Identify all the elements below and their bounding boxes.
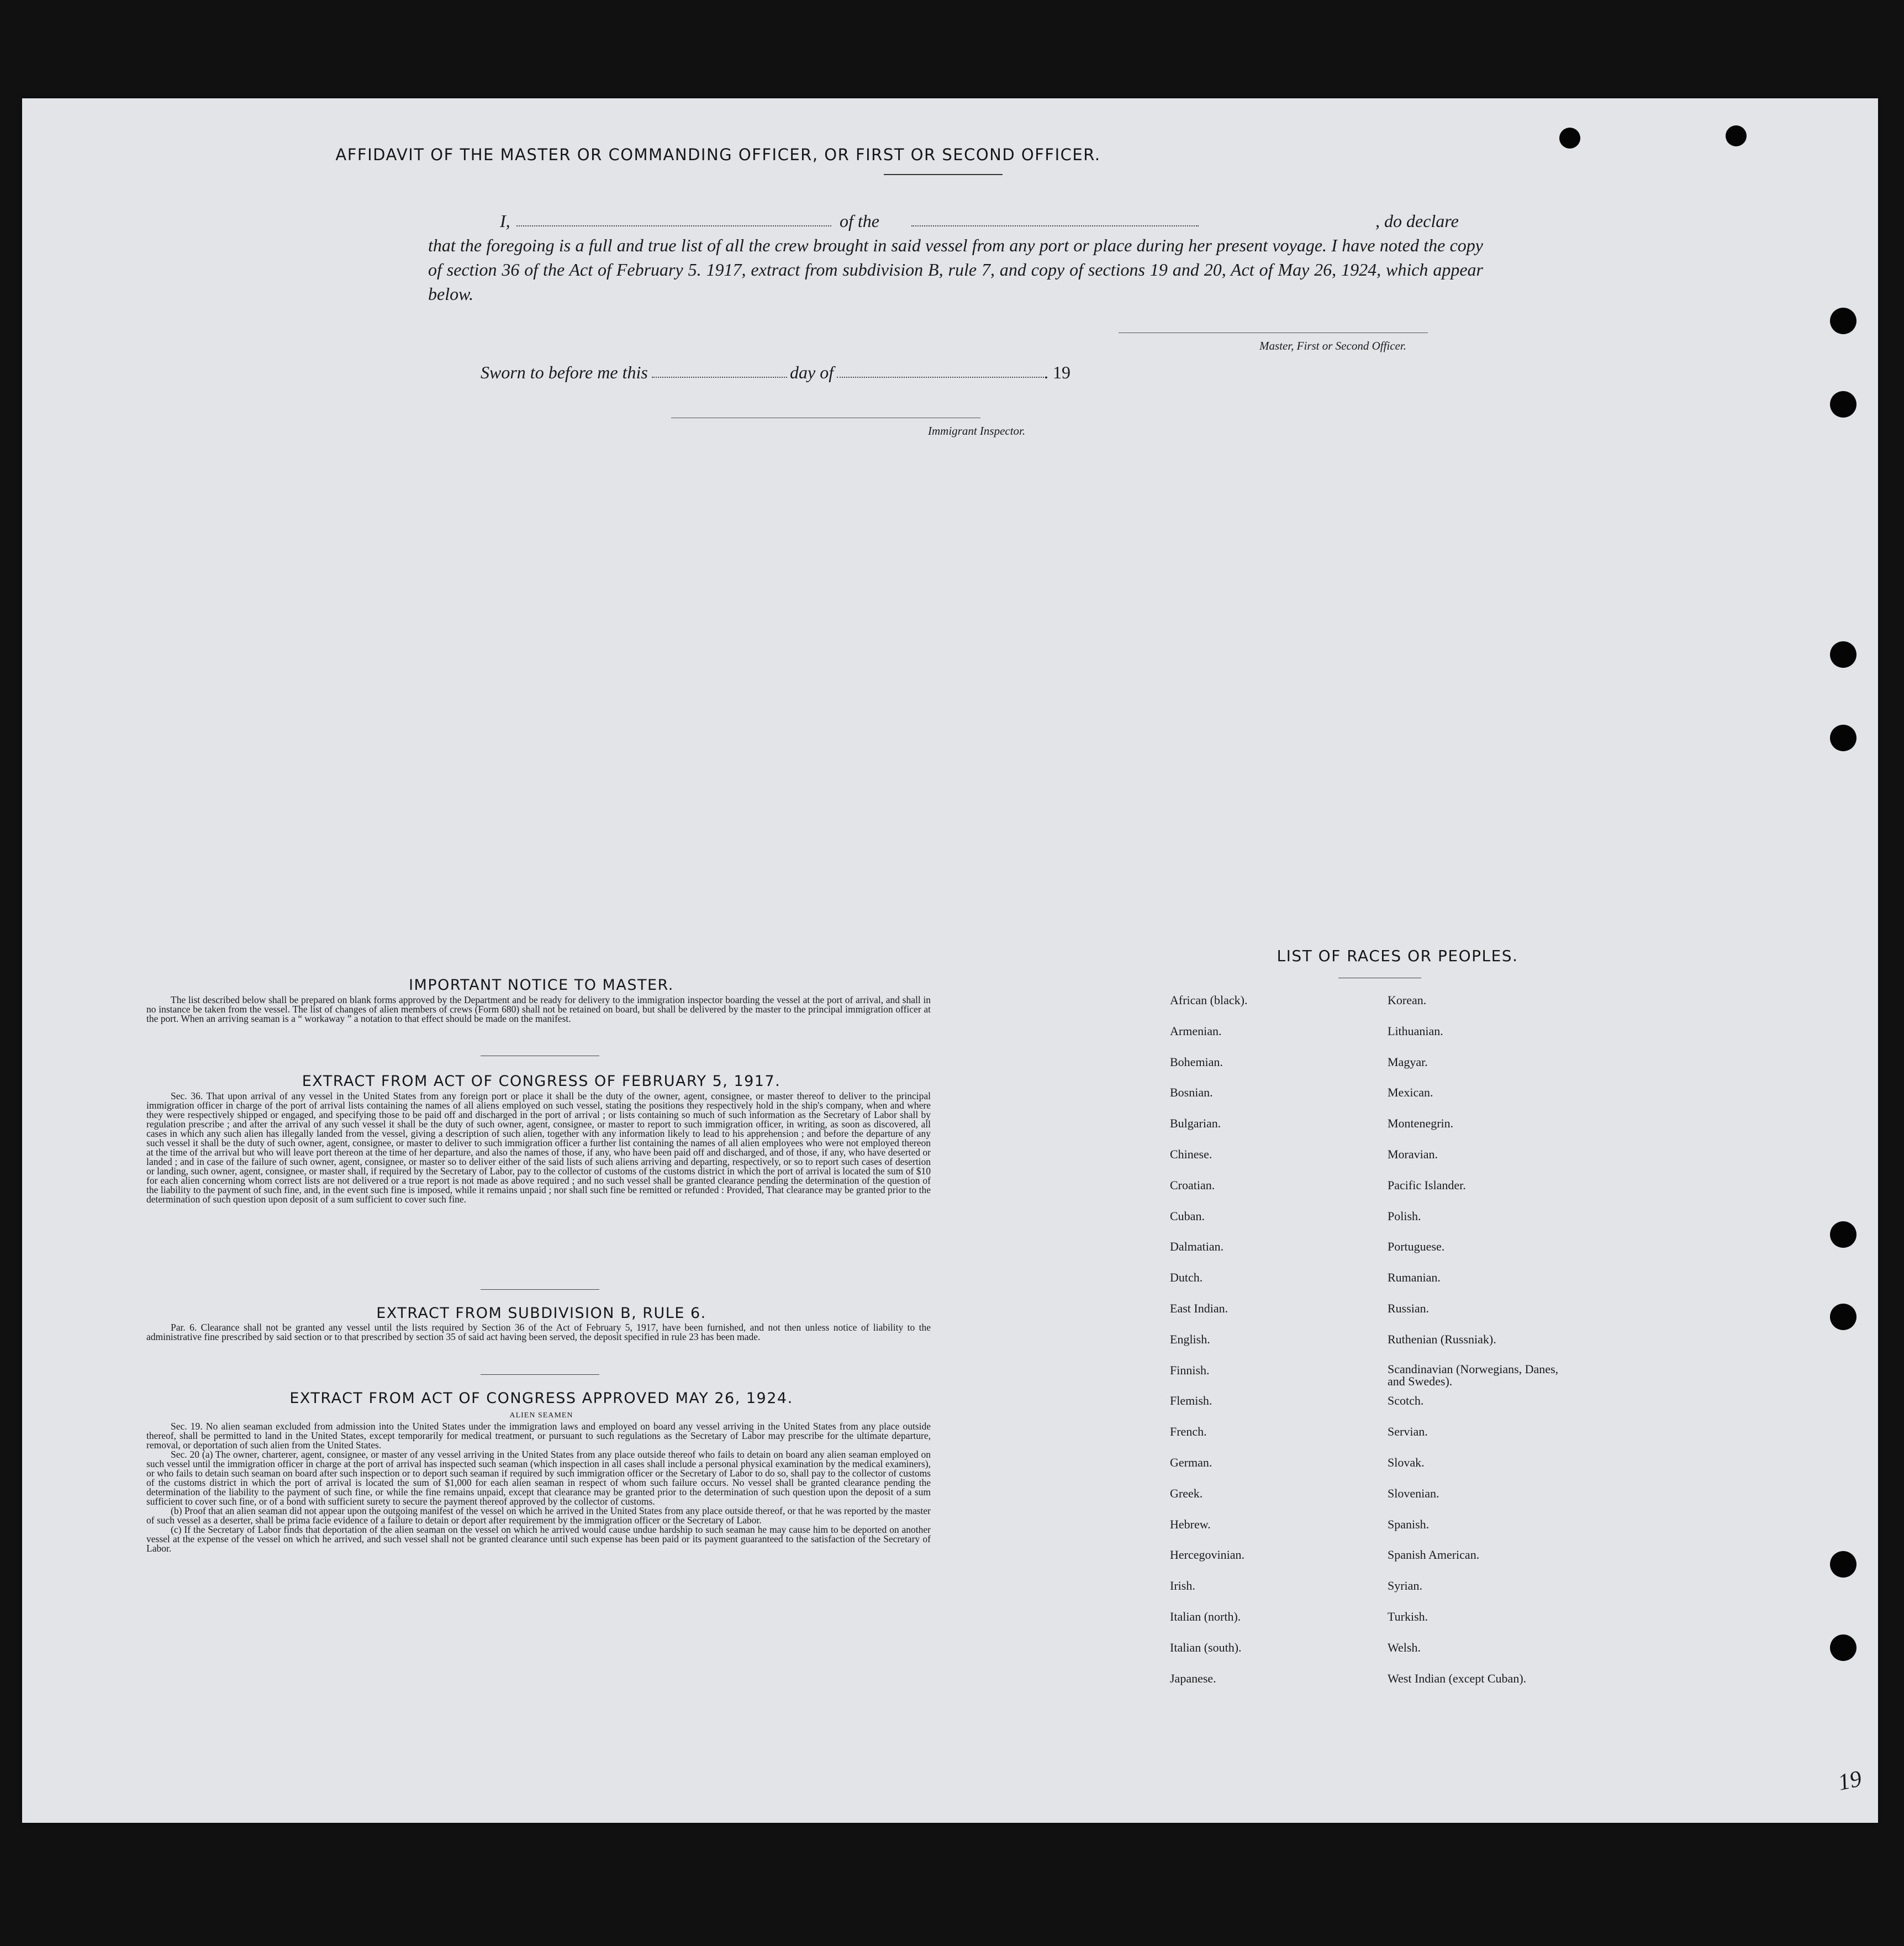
race-item: English. [1170,1332,1210,1346]
race-item: African (black). [1170,993,1248,1007]
affidavit-title-rule [884,174,1003,175]
race-item: Servian. [1388,1425,1428,1439]
race-item: French. [1170,1425,1207,1439]
race-item: Bohemian. [1170,1054,1223,1069]
race-item: Russian. [1388,1301,1430,1315]
race-item: Armenian. [1170,1024,1222,1038]
race-item: Dutch. [1170,1270,1203,1285]
rule-6-text: Par. 6. Clearance shall not be granted any vessel until the lists required by Section 36 of the Act of February 5, 1917, have been furnished, and not then unless notice of liability to the administrative fine prescribed by said section or to that prescribed by section 35 of said act having been served, the deposit specified in rule 23 has been made. [146,1322,931,1342]
race-item: Bosnian. [1170,1085,1213,1100]
race-item: East Indian. [1170,1301,1228,1315]
race-item: Mexican. [1388,1085,1433,1100]
sworn-line [481,360,1143,386]
rule-6-title: EXTRACT FROM SUBDIVISION B, RULE 6. [376,1305,706,1322]
punch-hole [1830,391,1856,418]
divider-3 [481,1374,599,1375]
race-item: Scotch. [1388,1394,1424,1408]
sec-20c: (c) If the Secretary of Labor finds that deportation of the alien seaman on the vessel on which he arrived would cause undue hardship to such seaman he may cause him to be deported on another vessel at the expense of the vessel on which he arrived, and such vessel shall not be granted clearance until such expense has been paid or its payment guaranteed to the satisfaction of the Secretary of Labor. [146,1524,931,1554]
declaration-body: that the foregoing is a full and true list of all the crew brought in said vessel from any port or place during her present voyage. I have noted the copy of section 36 of the Act of February 5. 1917, extract from subdivision B, rule 7, and copy of sections 19 and 20, Act of May 26, 1924, which appear below. [428,235,1483,304]
race-item: West Indian (except Cuban). [1388,1671,1527,1685]
punch-hole [1830,1634,1856,1661]
race-item: Greek. [1170,1486,1203,1500]
race-item: Syrian. [1388,1579,1422,1593]
of-the-word: of the [840,211,879,231]
race-item: Slovenian. [1388,1486,1439,1500]
race-item: Italian (south). [1170,1640,1242,1654]
notice-text: The list described below shall be prepared on blank forms approved by the Department and be ready for delivery to the immigration inspector boarding the vessel at the port of arrival, and shall in no instance be taken from the vessel. The list of changes of alien members of crews (Form 680) shall not be retained on board, but shall be delivered by the master to the principal immigration officer at the port. When an arriving seaman is a “ workaway ” a notation to that effect should be made on the manifest. [146,994,931,1024]
race-item: Hebrew. [1170,1517,1211,1531]
race-item: Finnish. [1170,1363,1210,1377]
inspector-label: Immigrant Inspector. [928,424,1026,437]
race-item: Japanese. [1170,1671,1216,1685]
i-word: I, [500,211,510,231]
race-item: Korean. [1388,993,1427,1007]
punch-hole [1830,641,1856,668]
race-item: Scandinavian (Norwegians, Danes, and Swedes). [1388,1362,1559,1388]
vessel-field[interactable] [911,225,1199,226]
sec-19: Sec. 19. No alien seaman excluded from admission into the United States under the immigration laws and employed on board any vessel arriving in the United States from any place outside thereof, shall be permitted to land in the United States, except temporarily for medical treatment, or pursuant to such regulations as the Secretary of Labor may prescribe for the ultimate departure, removal, or deportation of such alien from the United States. [146,1421,931,1451]
sec-20b: (b) Proof that an alien seaman did not appear upon the outgoing manifest of the vessel on which he arrived in the United States from any place outside thereof, or that he was reported by the master of such vessel as a deserter, shall be prima facie evidence of a failure to detain or deport after requirement by the immigration officer or the Secretary of Labor. [146,1505,931,1526]
race-item: Croatian. [1170,1178,1215,1192]
sworn-day-field[interactable] [652,377,787,378]
act-1924-title: EXTRACT FROM ACT OF CONGRESS APPROVED MAY 26, 1924. [289,1390,793,1407]
race-item: Spanish. [1388,1517,1430,1531]
punch-hole [1830,1551,1856,1578]
race-item: Pacific Islander. [1388,1178,1466,1192]
act-1917-text: Sec. 36. That upon arrival of any vessel in the United States from any foreign port or place it shall be the duty of the owner, agent, consignee, or master thereof to deliver to the principal immigration officer in charge of the port of arrival lists containing the names of all aliens employed on such vessel, stating the positions they respectively hold in the ship's company, when and where they were respectively shipped or engaged, and specifying those to be paid off and discharged in the port of arrival ; or lists containing so much of such information as the Secretary of Labor shall by regulation prescribe ; and after the arrival of any such vessel it shall be the duty of such owner, agent, consignee, or master to report to such immigration officer, in writing, as soon as discovered, all cases in which any such alien has illegally landed from the vessel, giving a description of such alien, together with any information likely to lead to his apprehension ; and before the departure of any such vessel it shall be the duty of such owner, agent, consignee, or master to deliver to such immigration officer a further list containing the names of all alien employees who were not employed thereon at the time of the arrival but who will leave port thereon at the time of her departure, and also the names of those, if any, who have been paid off and discharged, and of those, if any, who have deserted or landed ; and in case of the failure of such owner, agent, consignee, or master so to deliver either of the said lists of such aliens arriving and departing, respectively, or so to report such cases of desertion or landing, such owner, agent, consignee, or master shall, if required by the Secretary of Labor, pay to the collector of customs of the customs district in which the port of arrival is located the sum of $10 for each alien concerning whom correct lists are not delivered or a true report is not made as above required ; and no such vessel shall be granted clearance pending the determination of the question of the liability to the payment of such fine, and, in the event such fine is imposed, while it remains unpaid ; nor shall such fine be remitted or refunded : Provided, That clearance may be granted prior to the determination of such question upon deposit of a sum sufficient to cover such fine. [146,1090,931,1205]
master-label: Master, First or Second Officer. [1259,339,1406,352]
race-item: Moravian. [1388,1147,1438,1161]
sworn-before-text: Sworn to before me this [481,362,648,382]
race-item: Flemish. [1170,1394,1212,1408]
punch-hole [1726,125,1747,146]
races-title: LIST OF RACES OR PEOPLES. [1277,947,1518,965]
divider-2 [481,1289,599,1290]
name-field[interactable] [516,225,831,226]
do-declare-word: , do declare [1375,211,1459,231]
race-item: Dalmatian. [1170,1240,1224,1254]
race-item: Rumanian. [1388,1270,1441,1285]
notice-title: IMPORTANT NOTICE TO MASTER. [409,977,674,994]
day-of-text: day of [790,362,834,382]
sworn-month-field[interactable] [837,377,1044,378]
race-item: Chinese. [1170,1147,1212,1161]
race-item: Irish. [1170,1579,1195,1593]
race-item: Montenegrin. [1388,1116,1454,1131]
punch-hole [1830,308,1856,334]
race-item: Portuguese. [1388,1240,1445,1254]
race-item: Hercegovinian. [1170,1548,1244,1562]
act-1924-text [146,1422,931,1553]
punch-hole [1830,725,1856,751]
declaration-line [428,209,1483,234]
act-1924-subtitle: ALIEN SEAMEN [509,1411,573,1420]
race-item: Lithuanian. [1388,1024,1443,1038]
act-1917-title: EXTRACT FROM ACT OF CONGRESS OF FEBRUARY 5, 1917. [302,1073,781,1090]
race-item: Spanish American. [1388,1548,1480,1562]
year-prefix: . 19 [1044,362,1070,382]
punch-hole [1830,1221,1856,1248]
race-item: Magyar. [1388,1054,1428,1069]
race-item: Bulgarian. [1170,1116,1221,1131]
race-item: Turkish. [1388,1610,1428,1623]
race-item: Welsh. [1388,1640,1421,1654]
race-item: Polish. [1388,1209,1421,1223]
punch-hole [1559,128,1580,149]
sec-20a: Sec. 20 (a) The owner, charterer, agent, consignee, or master of any vessel arriving in the United States from any place outside thereof who fails to detain on board any alien seaman employed on such vessel until the immigration officer in charge at the port of arrival has inspected such seaman (which inspection in all cases shall include a personal physical examination by the medical examiners), or who fails to detain such seaman on board after such inspection or to deport such seaman if required by such immigration officer or the Secretary of Labor to do so, shall pay to the collector of customs of the customs district in which the port of arrival is located the sum of $1,000 for each alien seaman in respect of whom such failure occurs. No vessel shall be granted clearance pending the determination of the liability to the payment of such fine, or while the fine remains unpaid, except that clearance may be granted prior to the determination of such question upon the deposit of a sum sufficient to cover such fine, or of a bond with sufficient surety to secure the payment thereof approved by the collector of customs. [146,1449,931,1507]
punch-hole [1830,1304,1856,1330]
handwritten-page-number: 19 [1836,1766,1864,1796]
document-sheet [22,98,1878,1823]
affidavit-title: AFFIDAVIT OF THE MASTER OR COMMANDING OFFICER, OR FIRST OR SECOND OFFICER. [335,145,1101,164]
race-item: German. [1170,1455,1212,1469]
race-item: Slovak. [1388,1455,1425,1469]
race-item: Cuban. [1170,1209,1205,1223]
race-item: Italian (north). [1170,1610,1241,1623]
race-item: Ruthenian (Russniak). [1388,1332,1496,1346]
